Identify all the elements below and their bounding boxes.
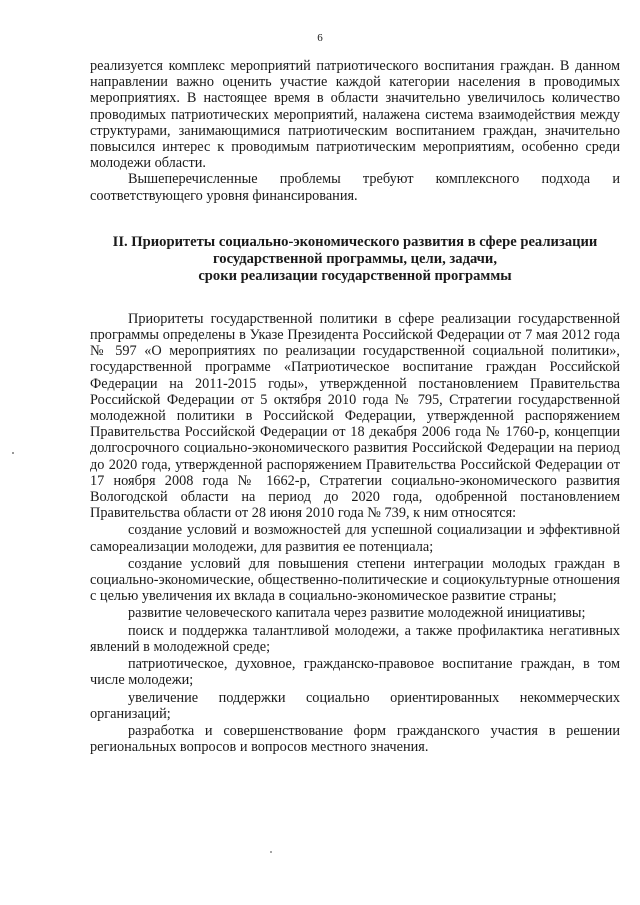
priority-item-1: создание условий и возможностей для успешной социализации и эффективной самореализации молодежи, для развития ее потенциала; — [90, 522, 620, 555]
section-heading-line-1: II. Приоритеты социально-экономического развития в сфере реализации — [112, 233, 598, 250]
priority-item-6: увеличение поддержки социально ориентированных некоммерческих организаций; — [90, 689, 620, 722]
intro-paragraph-1: реализуется комплекс мероприятий патриотического воспитания граждан. В данном направлении важно оценить участие каждой категории населения в проводимых мероприятиях. В настоящее время в области значительно увеличилось количество проводимых патриотических мероприятий, налажена система взаимодействия между структурами, занимающимися патриотическим воспитанием граждан, значительно повысился интерес к проводимым патриотическим мероприятиям, особенно среди молодежи области. — [90, 58, 620, 172]
section-heading — [90, 234, 620, 285]
main-paragraph: Приоритеты государственной политики в сфере реализации государственной программы определены в Указе Президента Российской Федерации от 7 мая 2012 года № 597 «О мероприятиях по реализации государственной социальной политики», государственной программе «Патриотическое воспитание граждан Российской Федерации на 2011-2015 годы», утвержденной постановлением Правительства Российской Федерации от 5 октября 2010 года № 795, Стратегии государственной молодежной политики в Российской Федерации, утвержденной распоряжением Правительства Российской Федерации от 18 декабря 2006 года № 1760-р, концепции долгосрочного социально-экономического развития Российской Федерации на период до 2020 года, утвержденной распоряжением Правительства Российской Федерации от 17 ноября 2008 года № 1662-р, Стратегии социально-экономического развития Вологодской области на период до 2020 года, одобренной постановлением Правительства области от 28 июня 2010 года № 739, к ним относятся: — [90, 310, 620, 522]
priority-item-4: поиск и поддержка талантливой молодежи, а также профилактика негативных явлений в молодежной среде; — [90, 622, 620, 655]
scan-margin-dot — [12, 452, 14, 454]
scan-bottom-dot — [270, 851, 272, 853]
priority-item-7: разработка и совершенствование форм гражданского участия в решении региональных вопросов и вопросов местного значения. — [90, 722, 620, 756]
intro-paragraph-2: Вышеперечисленные проблемы требуют комплексного подхода и соответствующего уровня финансирования. — [90, 171, 620, 204]
section-heading-line-2: государственной программы, цели, задачи, — [213, 250, 497, 267]
priority-item-2: создание условий для повышения степени интеграции молодых граждан в социально-экономические, общественно-политические и социокультурные отношения с целью увеличения их вклада в социально-экономическое развитие страны; — [90, 555, 620, 605]
section-heading-line-3: сроки реализации государственной программы — [198, 267, 512, 284]
priority-item-3: развитие человеческого капитала через развитие молодежной инициативы; — [128, 605, 586, 622]
page-number: 6 — [317, 32, 323, 44]
document-body — [90, 58, 620, 755]
priority-item-5: патриотическое, духовное, гражданско-правовое воспитание граждан, в том числе молодежи; — [90, 656, 620, 689]
